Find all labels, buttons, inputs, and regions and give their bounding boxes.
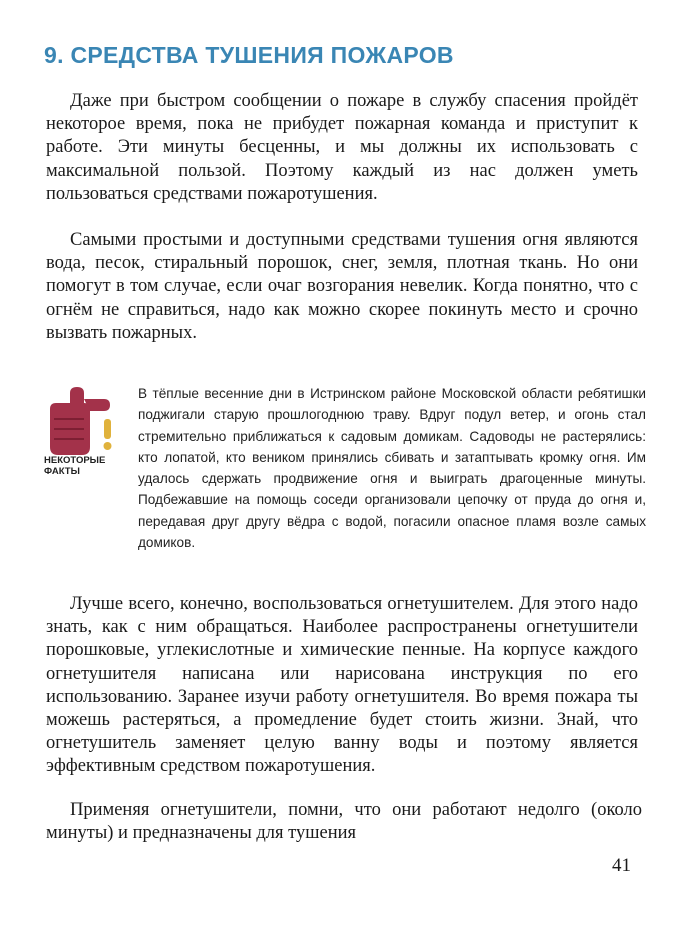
paragraph-extinguishers: Лучше всего, конечно, воспользоваться огнетушителем. Для этого надо знать, как с ним обращаться. Наиболее распространены огнетушители порошковые, углекислотные и химические пенные. На корпусе каждого огнетушителя написана или нарисована инструкция по его использованию. Заранее изучи работу огнетушителя. Во время пожара ты можешь растеряться, а промедление будет стоить жизни. Знай, что огнетушитель заменяет целую ванну воды и поэтому является эффективным средством пожаротушения. <box>46 594 638 777</box>
fact-box-label: НЕКОТОРЫЕ ФАКТЫ <box>44 455 106 477</box>
page-number: 41 <box>612 855 631 876</box>
fact-box-text: В тёплые весенние дни в Истринском районе Московской области ребятишки поджигали старую прошлогоднюю траву. Вдруг подул ветер, и огонь стал стремительно приближаться к садовым домикам. Садоводы не растерялись: кто лопатой, кто веником принялись сбивать и затаптывать кромку огня. Им удалось сдержать продвижение огня и выиграть драгоценные минуты. Подбежавшие на помощь соседи организовали цепочку от пруда до огня и, передавая друг другу вёдра с водой, погасили опасное пламя возле самых домиков. <box>138 386 646 551</box>
section-title: 9. СРЕДСТВА ТУШЕНИЯ ПОЖАРОВ <box>44 42 454 68</box>
paragraph-simple-means: Самыми простыми и доступными средствами тушения огня являются вода, песок, стиральный порошок, снег, земля, плотная ткань. Но они помогут в том случае, если очаг возгорания невелик. Когда понятно, что с огнём не справиться, надо как можно скорее покинуть место и срочно вызвать пожарных. <box>46 230 638 343</box>
paragraph-intro: Даже при быстром сообщении о пожаре в службу спасения пройдёт некоторое время, пока не прибудет пожарная команда и приступит к работе. Эти минуты бесценны, и мы должны их использовать с максимальной пользой. Поэтому каждый из нас должен уметь пользоваться средствами пожаротушения. <box>46 91 638 204</box>
paragraph-usage: Применяя огнетушители, помни, что они работают недолго (около минуты) и предназначены для тушения <box>46 800 642 844</box>
